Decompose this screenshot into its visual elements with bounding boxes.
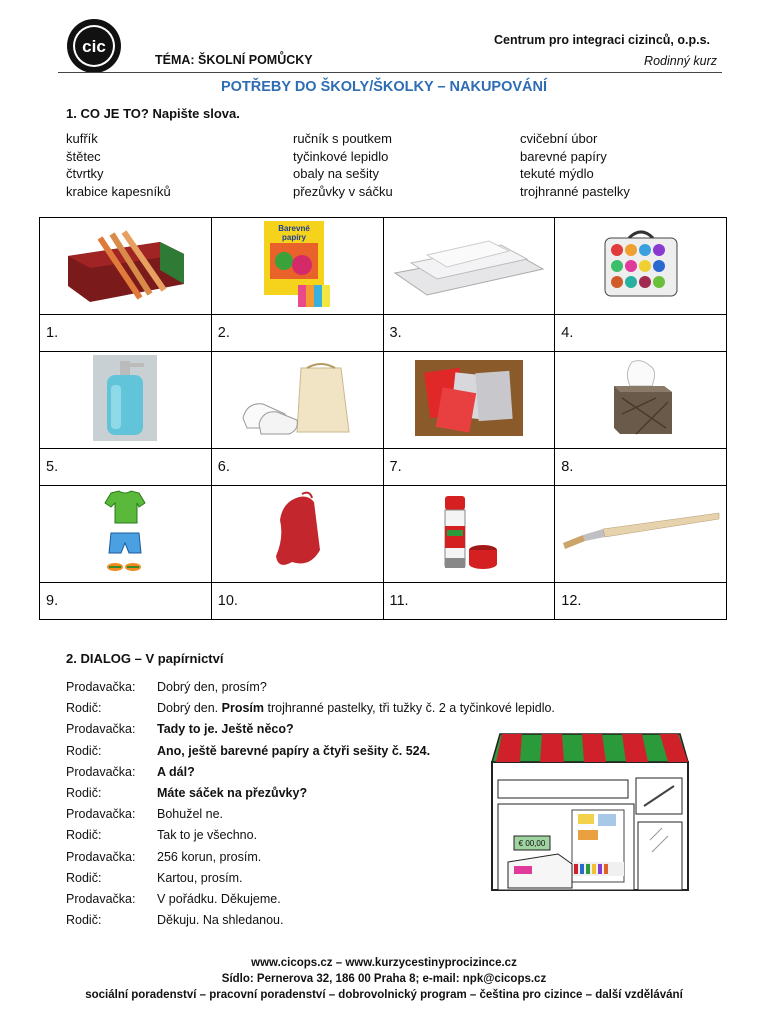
dialog-line (66, 871, 555, 892)
utterance: Bohužel ne. (157, 807, 224, 822)
sports-outfit-picture (103, 489, 147, 575)
number-cell[interactable]: 8. (555, 449, 727, 486)
dialog (66, 680, 555, 934)
page-title: POTŘEBY DO ŠKOLY/ŠKOLKY – NAKUPOVÁNÍ (220, 79, 548, 95)
word-column (66, 130, 293, 200)
utterance: Máte sáček na přezůvky? (157, 785, 308, 800)
number-cell[interactable]: 2. (211, 315, 383, 352)
number-cell[interactable]: 11. (383, 583, 555, 620)
dialog-line (66, 680, 555, 701)
word: tekuté mýdlo (520, 166, 594, 182)
number-cell[interactable]: 6. (211, 449, 383, 486)
number-cell[interactable]: 10. (211, 583, 383, 620)
notebook-covers-picture (415, 360, 523, 436)
utterance: V pořádku. Děkujeme. (157, 891, 281, 906)
dialog-line (66, 722, 555, 743)
cic-logo (66, 18, 122, 74)
word-bank (66, 130, 706, 200)
word: štětec (66, 148, 101, 164)
utterance: Tady to je. Ještě něco? (157, 722, 294, 737)
topic-label: TÉMA: ŠKOLNÍ POMŮCKY (155, 53, 313, 67)
utterance: Kartou, prosím. (157, 870, 243, 885)
word: tyčinkové lepidlo (293, 148, 389, 164)
speaker: Prodavačka: (66, 807, 136, 822)
footer-services: sociální poradenství – pracovní poradenství – dobrovolnický program – čeština pro cizince – další vzdělávání (85, 989, 683, 1001)
speaker: Prodavačka: (66, 764, 136, 779)
course-name: Rodinný kurz (644, 54, 717, 68)
number-cell[interactable]: 5. (40, 449, 212, 486)
speaker: Prodavačka: (66, 680, 136, 694)
number-cell[interactable]: 12. (555, 583, 727, 620)
picture-cell (383, 218, 555, 315)
number-cell[interactable]: 7. (383, 449, 555, 486)
footer-links: www.cicops.cz – www.kurzycestinyprocizince.cz (251, 957, 517, 969)
dialog-line (66, 744, 555, 765)
picture-cell (40, 486, 212, 583)
speaker: Rodič: (66, 785, 102, 800)
word-column (293, 130, 520, 200)
liquid-soap-picture (93, 355, 157, 441)
section1-heading: 1. CO JE TO? Napište slova. (66, 106, 240, 121)
slippers-bag-picture (237, 358, 357, 438)
register-display: € 00,00 (518, 839, 546, 848)
number-cell[interactable]: 9. (40, 583, 212, 620)
picture-cell (555, 218, 727, 315)
speaker: Prodavačka: (66, 849, 136, 864)
dialog-line (66, 786, 555, 807)
picture-cell (40, 352, 212, 449)
section2-heading: 2. DIALOG – V papírnictví (66, 651, 224, 666)
crayon-box-picture (60, 224, 190, 304)
word-column (520, 130, 630, 200)
stationery-shop-picture (488, 730, 692, 892)
logo-text: cic (82, 37, 106, 56)
hand-towel-picture (262, 490, 332, 574)
tissue-box-picture (606, 358, 676, 438)
number-cell[interactable]: 3. (383, 315, 555, 352)
suitcase-picture (601, 224, 681, 304)
number-cell[interactable]: 1. (40, 315, 212, 352)
paper-label: Barevné (278, 223, 310, 233)
speaker: Rodič: (66, 743, 102, 758)
word: obaly na sešity (293, 166, 379, 182)
picture-cell (211, 486, 383, 583)
word: krabice kapesníků (66, 183, 171, 199)
paper-label: papíry (282, 232, 307, 242)
word: trojhranné pastelky (520, 183, 630, 199)
utterance: 256 korun, prosím. (157, 849, 262, 864)
utterance: A dál? (157, 764, 195, 779)
word: cvičební úbor (520, 131, 598, 146)
picture-cell (555, 352, 727, 449)
dialog-line (66, 913, 555, 934)
word: barevné papíry (520, 148, 607, 164)
speaker: Prodavačka: (66, 891, 136, 906)
speaker: Rodič: (66, 870, 102, 885)
picture-cell (383, 486, 555, 583)
utterance: Dobrý den, prosím? (157, 680, 267, 694)
dialog-line (66, 828, 555, 849)
picture-cell (211, 218, 383, 315)
word: přezůvky v sáčku (293, 183, 393, 199)
word: kufřík (66, 131, 98, 146)
utterance: Dobrý den. Prosím trojhranné pastelky, tři tužky č. 2 a tyčinkové lepidlo. (157, 701, 555, 716)
drawing-paper-picture (391, 229, 547, 299)
colored-paper-picture (262, 219, 332, 309)
header-divider (58, 72, 722, 73)
word: ručník s poutkem (293, 131, 392, 146)
footer (0, 955, 768, 1003)
picture-grid (39, 217, 727, 620)
dialog-line (66, 807, 555, 828)
speaker: Rodič: (66, 701, 102, 716)
number-cell[interactable]: 4. (555, 315, 727, 352)
word: čtvrtky (66, 166, 104, 182)
picture-cell (40, 218, 212, 315)
speaker: Rodič: (66, 828, 102, 843)
dialog-line (66, 850, 555, 871)
picture-cell (383, 352, 555, 449)
utterance: Děkuju. Na shledanou. (157, 913, 284, 928)
glue-stick-picture (439, 492, 499, 572)
speaker: Prodavačka: (66, 722, 136, 737)
dialog-line (66, 701, 555, 722)
footer-address: Sídlo: Pernerova 32, 186 00 Praha 8; e-mail: npk@cicops.cz (221, 973, 547, 985)
organization-name: Centrum pro integraci cizinců, o.p.s. (493, 33, 710, 47)
dialog-line (66, 765, 555, 786)
dialog-line (66, 892, 555, 913)
picture-cell (555, 486, 727, 583)
utterance: Tak to je všechno. (157, 828, 258, 843)
speaker: Rodič: (66, 913, 102, 928)
utterance: Ano, ještě barevné papíry a čtyři sešity č. 524. (157, 743, 431, 758)
picture-cell (211, 352, 383, 449)
paintbrush-picture (561, 507, 721, 557)
awning (492, 734, 688, 762)
